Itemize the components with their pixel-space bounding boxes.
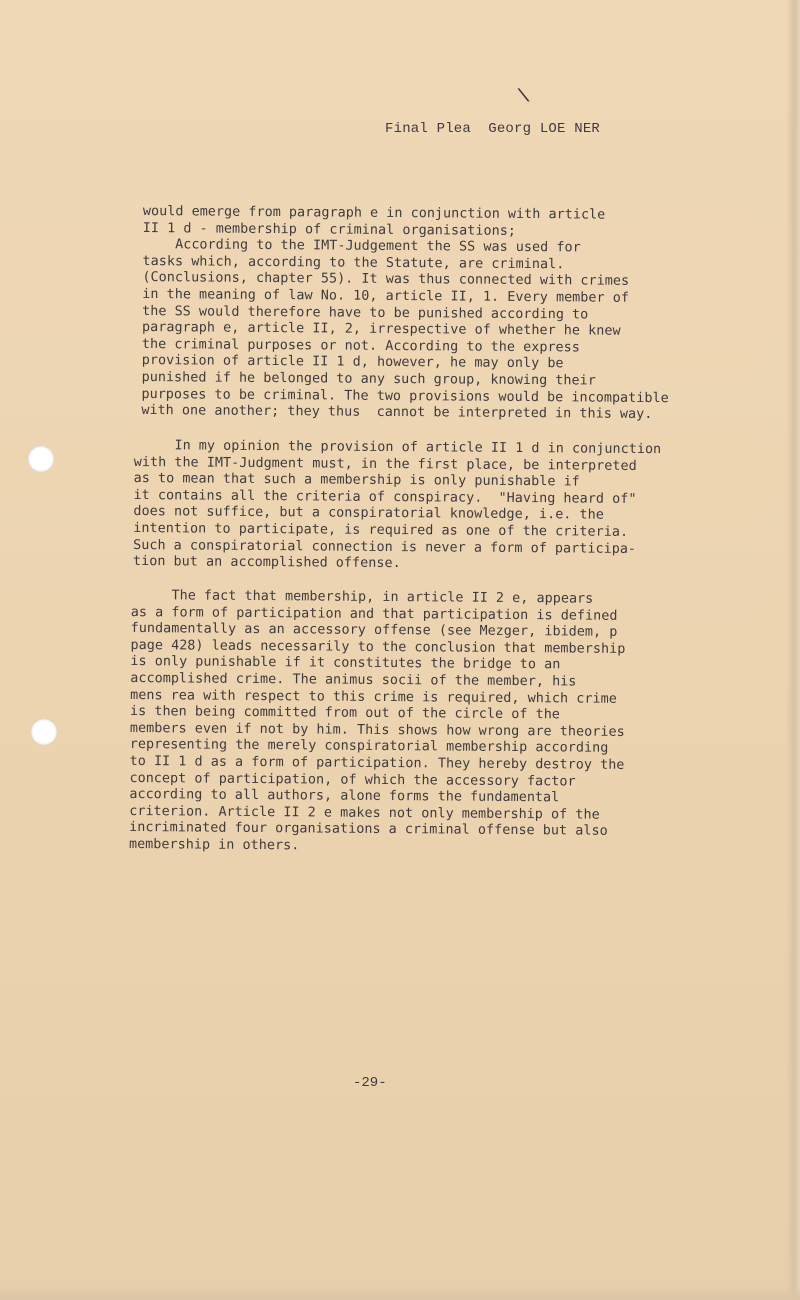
pen-tick-mark: \: [516, 85, 532, 110]
punch-hole-lower: [31, 719, 57, 745]
body-paragraph-1: would emerge from paragraph e in conjunction with article II 1 d - membership of criminal organisations; According to the IMT-Judgement the SS was used for tasks which, according to the Statute, are criminal. (Conclusions, chapter 55). It was thus connected with crimes in the meaning of law No. 10, article II, 1. Every member of the SS would therefore have to be punished according to paragraph e, article II, 2, irrespective of whether he knew the criminal purposes or not. According to the express provision of article II 1 d, however, he may only be punished if he belonged to any such group, knowing their purposes to be criminal. The two provisions would be incompatible with one another; they thus cannot be interpreted in this way.: [141, 204, 669, 423]
body-paragraph-3: The fact that membership, in article II 2 e, appears as a form of participation and that participation is defined fundamentally as an accessory offense (see Mezger, ibidem, p page 428) leads necessarily to the conclusion that membership is only punishable if it constitutes the bridge to an accomplished crime. The animus socii of the member, his mens rea with respect to this crime is required, which crime is then being committed from out of the circle of the members even if not by him. This shows how wrong are theories representing the merely conspiratorial membership according to II 1 d as a form of participation. They hereby destroy the concept of participation, of which the accessory factor according to all authors, alone forms the fundamental criterion. Article II 2 e makes not only membership of the incriminated four organisations a criminal offense but also membership in others.: [128, 588, 626, 854]
page-number: -29-: [353, 1075, 387, 1091]
punch-hole-upper: [28, 446, 54, 472]
body-paragraph-2: In my opinion the provision of article II 1 d in conjunction with the IMT-Judgment must, in the first place, be interpreted as to mean that such a membership is only punishable if it contains all the criteria of conspiracy. "Having heard of" does not suffice, but a conspiratorial knowledge, i.e. the intention to participate, is required as one of the criteria. Such a conspiratorial connection is never a form of participa- tion but an accomplished offense.: [132, 438, 662, 572]
document-header-title: Final Plea Georg LOE NER: [385, 121, 601, 137]
page-edge-bottom: [0, 1286, 800, 1300]
page-edge-right: [786, 0, 800, 1300]
